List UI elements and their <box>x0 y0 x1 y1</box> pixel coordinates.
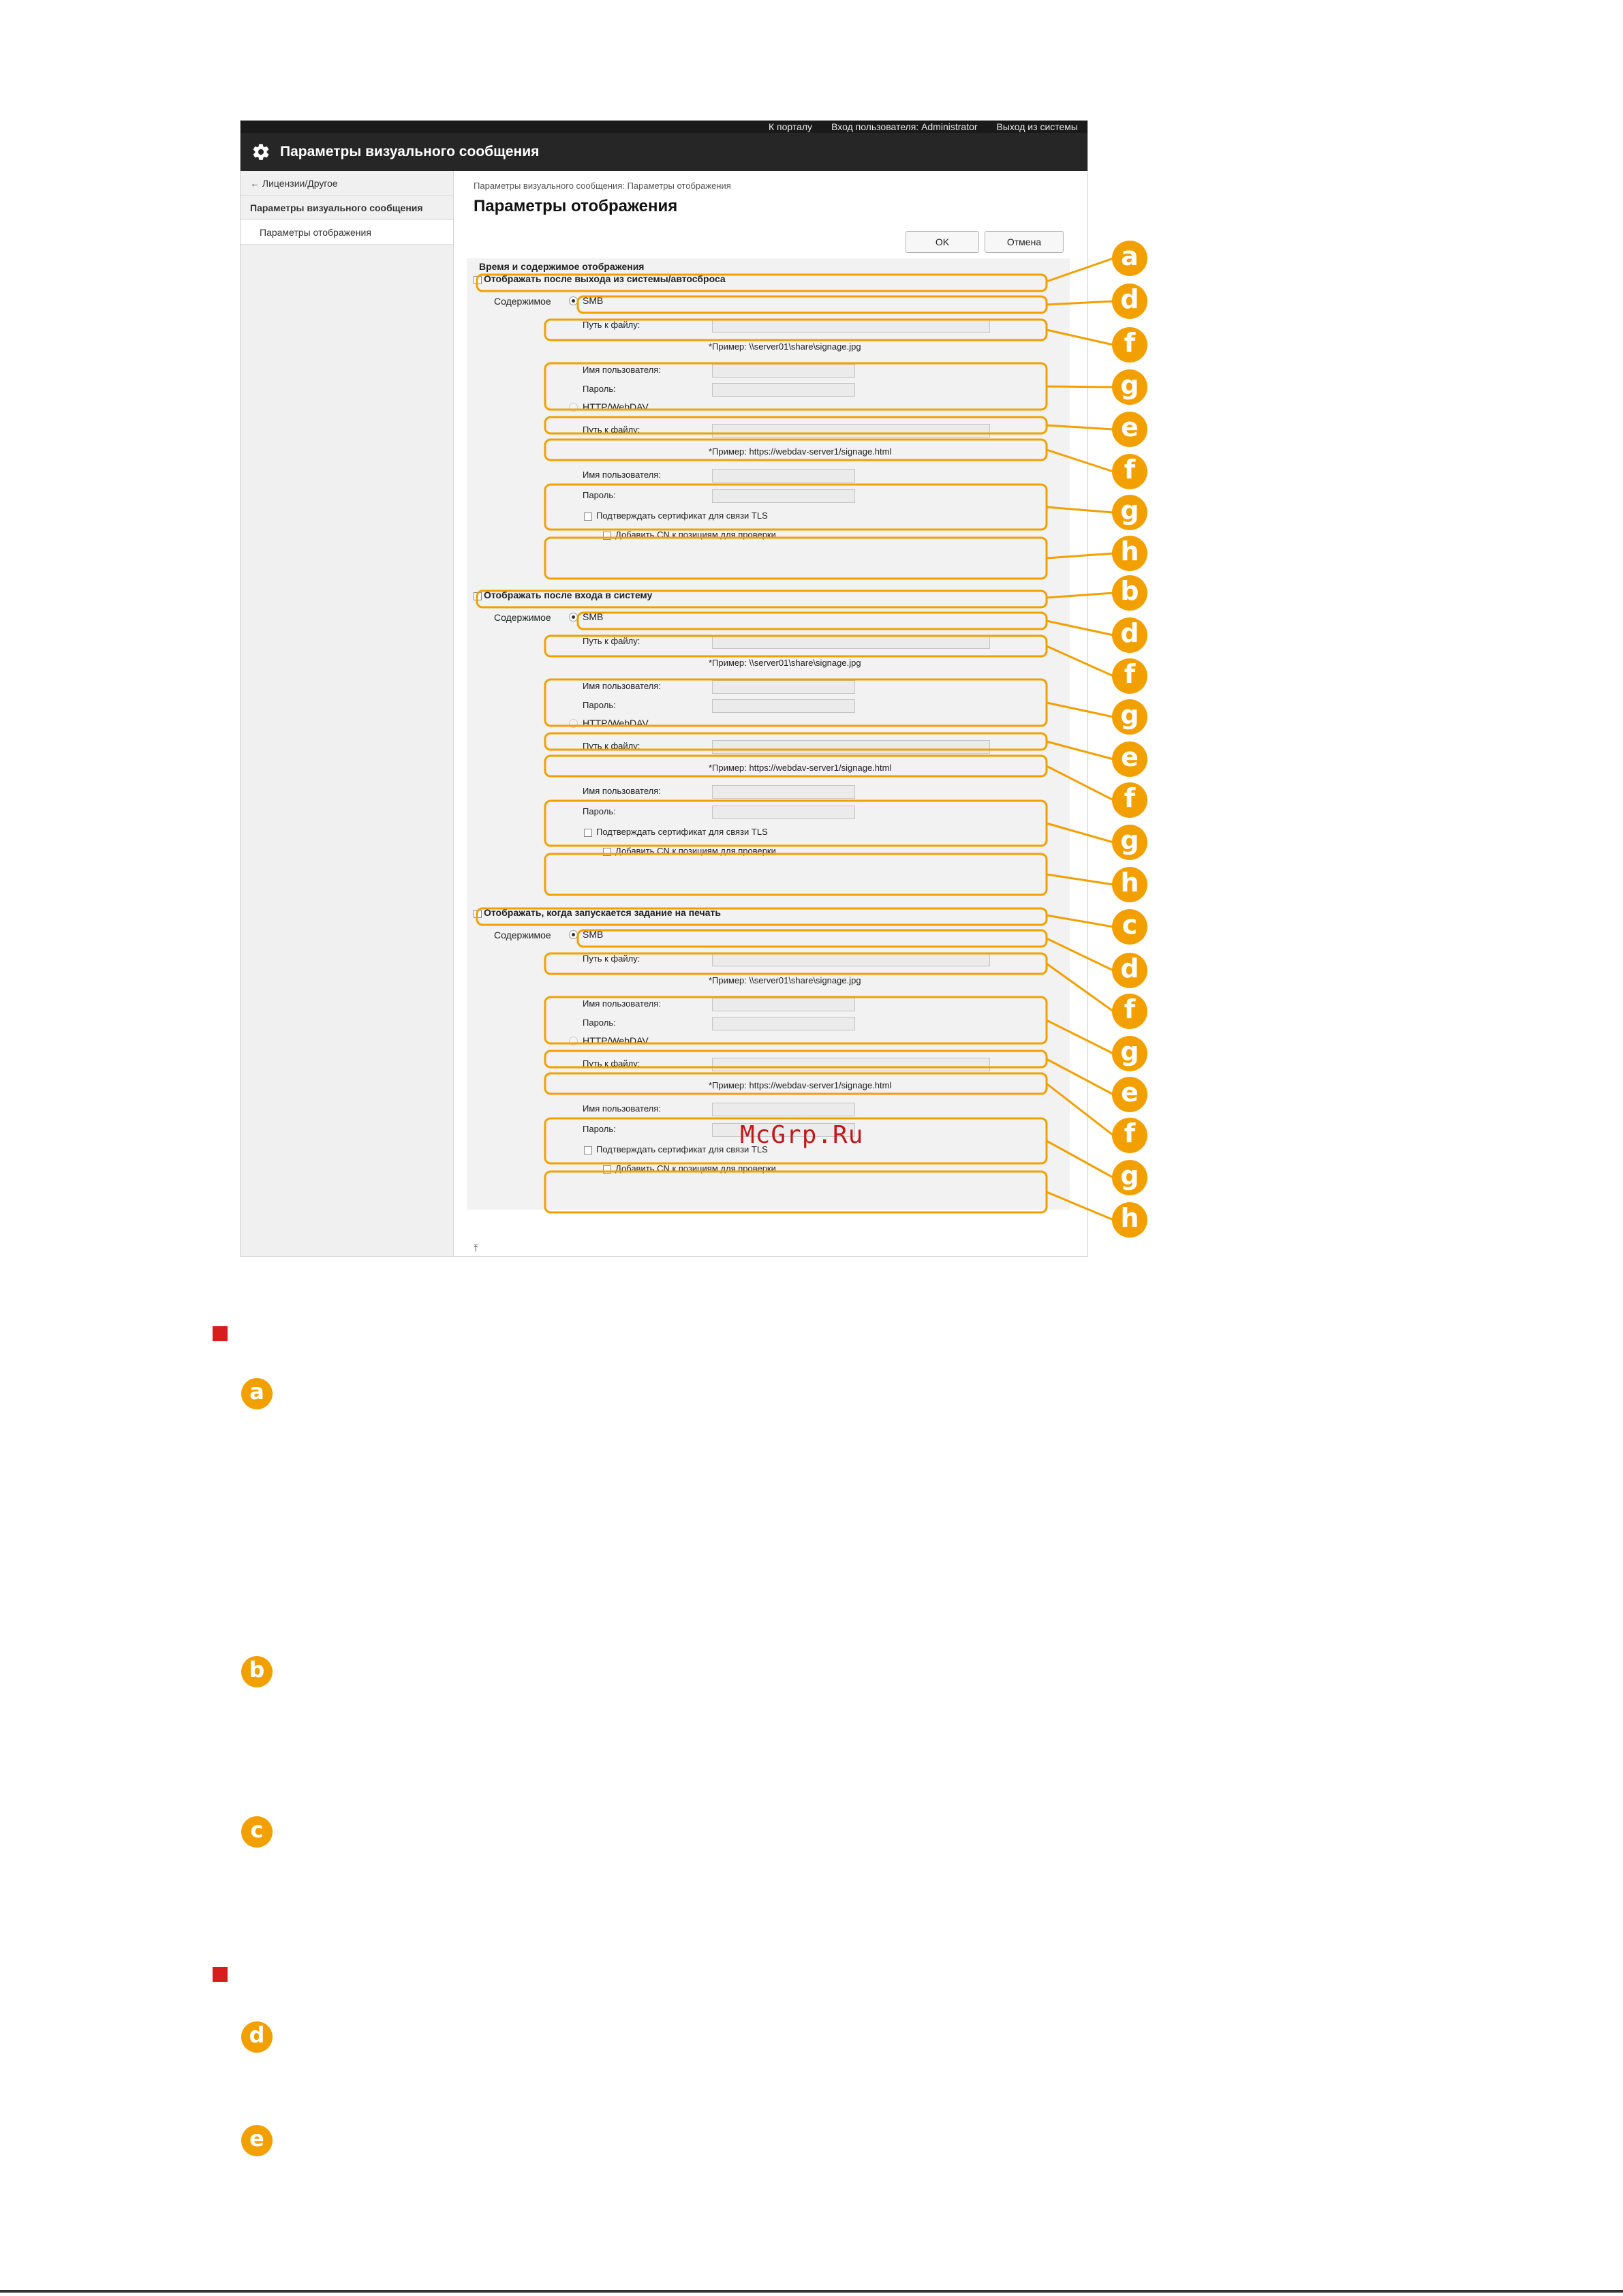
callout-bullet-d: d <box>241 2021 273 2053</box>
section-marker <box>213 1326 228 1341</box>
callout-box-f <box>545 1073 1047 1094</box>
logout-link[interactable]: Выход из системы <box>996 121 1078 132</box>
http-example-text: *Пример: https://webdav-server1/signage.html <box>709 446 892 457</box>
callout-badge-g: g <box>1112 699 1147 735</box>
callout-badge-g: g <box>1112 369 1147 405</box>
http-label: HTTP/WebDAV <box>583 718 649 729</box>
callout-box-h <box>545 538 1047 579</box>
display-after-login-label: Отображать после входа в систему <box>484 590 653 600</box>
callout-box-f <box>545 320 1047 340</box>
login-label: Вход пользователя: Administrator <box>831 121 978 132</box>
username-label: Имя пользователя: <box>583 998 661 1009</box>
sidebar-back-link[interactable]: ← Лицензии/Другое <box>241 171 453 196</box>
password-label: Пароль: <box>583 384 616 394</box>
callout-badge-f: f <box>1112 327 1147 363</box>
callout-badge-g: g <box>1112 495 1147 530</box>
http-label: HTTP/WebDAV <box>583 1035 649 1046</box>
content-label: Содержимое <box>494 612 551 623</box>
password-label: Пароль: <box>583 700 616 710</box>
callout-badge-e: e <box>1112 1077 1147 1112</box>
callout-badge-f: f <box>1112 1118 1147 1153</box>
callout-box-d <box>578 296 1047 313</box>
callout-box-c <box>477 908 1047 925</box>
sidebar-item-display-settings[interactable]: Параметры отображения <box>241 220 453 245</box>
content-label: Содержимое <box>494 296 551 307</box>
callout-badge-f: f <box>1112 454 1147 489</box>
file-path-label: Путь к файлу: <box>583 320 640 330</box>
callout-badge-f: f <box>1112 658 1147 694</box>
callout-badge-g: g <box>1112 1160 1147 1195</box>
file-path-label: Путь к файлу: <box>583 953 640 964</box>
display-after-logout-label: Отображать после выхода из системы/автосброса <box>484 273 726 284</box>
callout-box-e <box>545 733 1047 750</box>
callout-badge-e: e <box>1112 412 1147 447</box>
section-marker <box>213 1967 228 1982</box>
file-path-label: Путь к файлу: <box>583 741 640 751</box>
add-cn-label: Добавить CN к позициям для проверки <box>615 846 776 856</box>
callout-badge-f: f <box>1112 994 1147 1029</box>
smb-label: SMB <box>583 929 604 940</box>
password-label: Пароль: <box>583 806 616 816</box>
callout-badge-d: d <box>1112 953 1147 988</box>
page-title: Параметры отображения <box>474 197 678 215</box>
callout-badge-d: d <box>1112 617 1147 653</box>
username-label: Имя пользователя: <box>583 365 661 375</box>
tls-verify-label: Подтверждать сертификат для связи TLS <box>596 1144 768 1154</box>
callout-badge-b: b <box>1112 575 1147 611</box>
callout-bullet-c: c <box>241 1816 273 1848</box>
callout-badge-g: g <box>1112 1036 1147 1071</box>
callout-box-b <box>477 591 1047 607</box>
file-path-label: Путь к файлу: <box>583 636 640 646</box>
callout-badge-a: a <box>1112 241 1147 276</box>
page-bottom-rule <box>0 2290 1623 2293</box>
callout-box-d <box>578 930 1047 947</box>
cancel-button[interactable]: Отмена <box>985 231 1064 253</box>
callout-box-h <box>545 1172 1047 1212</box>
username-label: Имя пользователя: <box>583 470 661 480</box>
callout-box-e <box>545 1051 1047 1067</box>
smb-label: SMB <box>583 295 604 306</box>
callout-badge-e: e <box>1112 741 1147 777</box>
username-label: Имя пользователя: <box>583 1103 661 1114</box>
http-label: HTTP/WebDAV <box>583 401 649 412</box>
scroll-to-top-icon[interactable]: ⤒ <box>474 1242 478 1253</box>
smb-example-text: *Пример: \\server01\share\signage.jpg <box>709 975 861 985</box>
content-label: Содержимое <box>494 930 551 940</box>
file-path-label: Путь к файлу: <box>583 425 640 435</box>
callout-box-g <box>545 679 1047 726</box>
callout-bullet-e: e <box>241 2125 273 2156</box>
callout-box-d <box>578 613 1047 629</box>
breadcrumb: Параметры визуального сообщения: Параметры отображения <box>474 181 731 191</box>
callout-box-f <box>545 440 1047 460</box>
callout-badge-d: d <box>1112 284 1147 319</box>
tls-verify-label: Подтверждать сертификат для связи TLS <box>596 510 768 521</box>
callout-box-g <box>545 801 1047 846</box>
portal-link[interactable]: К порталу <box>768 121 813 132</box>
callout-box-f <box>545 756 1047 776</box>
callout-box-g <box>545 363 1047 410</box>
callout-box-g <box>545 485 1047 530</box>
callout-badge-h: h <box>1112 1202 1147 1238</box>
sidebar-section-title[interactable]: Параметры визуального сообщения <box>241 196 453 220</box>
callout-box-f <box>545 953 1047 974</box>
password-label: Пароль: <box>583 1124 616 1134</box>
callout-box-e <box>545 417 1047 433</box>
callout-box-f <box>545 636 1047 656</box>
username-label: Имя пользователя: <box>583 681 661 691</box>
callout-box-g <box>545 997 1047 1043</box>
username-label: Имя пользователя: <box>583 786 661 796</box>
back-arrow-icon: ← <box>250 178 262 189</box>
callout-badge-h: h <box>1112 536 1147 571</box>
watermark: McGrp.Ru <box>740 1121 864 1149</box>
user-name: Administrator <box>921 121 978 132</box>
add-cn-label: Добавить CN к позициям для проверки <box>615 530 776 540</box>
add-cn-label: Добавить CN к позициям для проверки <box>615 1163 776 1174</box>
http-example-text: *Пример: https://webdav-server1/signage.html <box>709 1080 892 1090</box>
callout-bullet-a: a <box>241 1378 273 1409</box>
callout-badge-h: h <box>1112 867 1147 902</box>
smb-example-text: *Пример: \\server01\share\signage.jpg <box>709 341 861 352</box>
password-label: Пароль: <box>583 1017 616 1028</box>
callout-badge-c: c <box>1112 909 1147 945</box>
smb-label: SMB <box>583 611 604 622</box>
tls-verify-label: Подтверждать сертификат для связи TLS <box>596 827 768 837</box>
app-title: Параметры визуального сообщения <box>280 144 540 159</box>
callout-bullet-b: b <box>241 1656 273 1687</box>
callout-badge-f: f <box>1112 782 1147 818</box>
smb-example-text: *Пример: \\server01\share\signage.jpg <box>709 658 861 668</box>
file-path-label: Путь к файлу: <box>583 1058 640 1069</box>
ok-button[interactable]: OK <box>906 231 979 253</box>
section-title: Время и содержимое отображения <box>479 261 645 272</box>
password-label: Пароль: <box>583 490 616 500</box>
callout-badge-g: g <box>1112 825 1147 860</box>
http-example-text: *Пример: https://webdav-server1/signage.html <box>709 763 892 773</box>
callout-box-h <box>545 854 1047 895</box>
callout-box-a <box>477 275 1047 291</box>
display-on-print-job-label: Отображать, когда запускается задание на печать <box>484 907 721 918</box>
